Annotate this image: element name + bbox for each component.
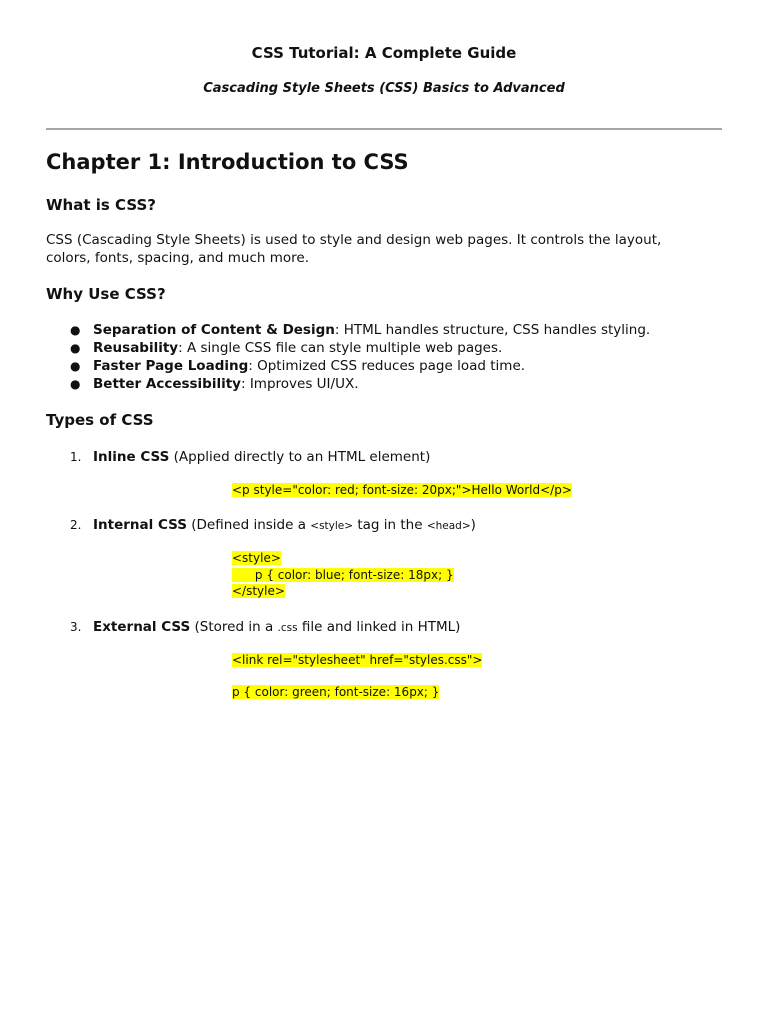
paragraph-line-2: colors, fonts, spacing, and much more. [46,250,310,266]
bullet-dot-icon: ● [70,341,81,355]
type-item-external [46,618,460,637]
code-line: p { color: green; font-size: 16px; } [232,685,440,699]
code-block-external-rule [232,684,439,701]
code-block-internal [232,550,454,600]
heading-what-is-css: What is CSS? [46,196,156,214]
item-number: 3. [70,620,82,634]
list-item-bold: Separation of Content & Design [93,322,335,338]
list-item [46,375,650,393]
item-text: (Defined inside a [186,517,311,533]
bullet-dot-icon: ● [70,377,81,391]
list-item [46,357,650,375]
list-item-text: : Optimized CSS reduces page load time. [248,358,526,374]
list-item-bold: Reusability [93,340,179,356]
type-item-inline [46,448,430,466]
inline-code-head-tag: <head> [426,520,471,532]
heading-types-of-css: Types of CSS [46,411,154,429]
list-item-text: : HTML handles structure, CSS handles styling. [334,322,651,338]
code-line: <p style="color: red; font-size: 20px;">Hello World</p> [232,483,572,497]
item-bold: External CSS [93,619,191,635]
list-item [46,339,650,357]
item-text: (Applied directly to an HTML element) [169,449,431,465]
horizontal-rule [46,128,722,130]
code-line: </style> [232,584,285,598]
item-bold: Internal CSS [93,517,187,533]
document-title: CSS Tutorial: A Complete Guide [251,44,517,62]
code-line: <link rel="stylesheet" href="styles.css"> [232,653,483,667]
item-text: (Stored in a [190,619,278,635]
document-subtitle: Cascading Style Sheets (CSS) Basics to Advanced [203,81,565,96]
code-block-external-link [232,652,482,669]
item-number: 1. [70,450,82,464]
item-text: ) [470,517,476,533]
code-block-inline [232,482,572,499]
list-item-text: : A single CSS file can style multiple web pages. [178,340,503,356]
code-line: p { color: blue; font-size: 18px; } [232,567,454,582]
list-item [46,321,650,339]
list-item-bold: Better Accessibility [93,376,241,392]
bullet-dot-icon: ● [70,359,81,373]
inline-code-style-tag: <style> [310,520,354,532]
inline-code-css-ext: .css [277,622,298,634]
item-text: file and linked in HTML) [297,619,461,635]
why-use-css-list [46,321,650,393]
list-item-bold: Faster Page Loading [93,358,249,374]
paragraph-line-1: CSS (Cascading Style Sheets) is used to style and design web pages. It controls the layout, [46,232,662,248]
list-item-text: : Improves UI/UX. [240,376,359,392]
what-is-css-paragraph [46,231,726,267]
bullet-dot-icon: ● [70,323,81,337]
chapter-title: Chapter 1: Introduction to CSS [46,150,409,174]
heading-why-use-css: Why Use CSS? [46,285,166,303]
code-line: <style> [232,551,281,565]
type-item-internal [46,516,476,535]
item-number: 2. [70,518,82,532]
item-text: tag in the [353,517,427,533]
item-bold: Inline CSS [93,449,170,465]
